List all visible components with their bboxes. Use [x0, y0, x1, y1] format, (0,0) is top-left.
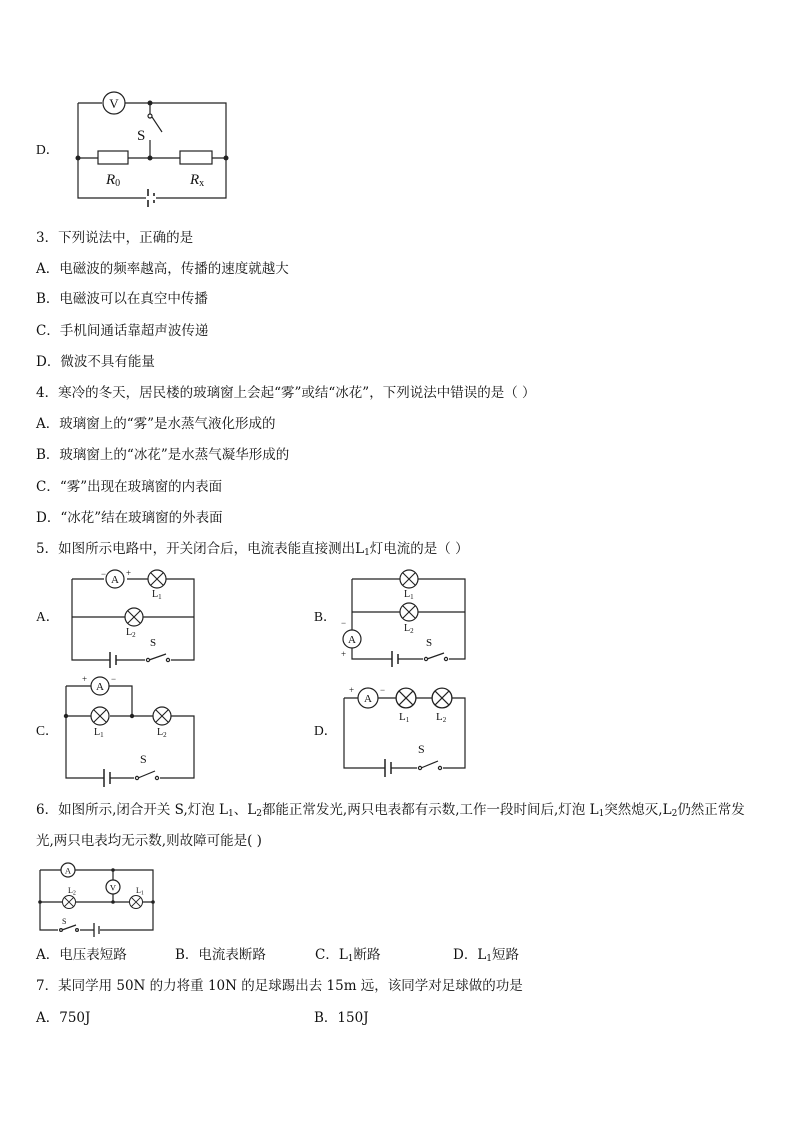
q4-option-a[interactable]: A．玻璃窗上的“雾”是水蒸气液化形成的 [36, 416, 276, 432]
svg-text:−: − [111, 674, 117, 684]
svg-text:S: S [418, 742, 425, 756]
q6-stem-line2: 光,两只电表均无示数,则故障可能是( ) [36, 833, 262, 849]
svg-text:V: V [109, 96, 119, 111]
svg-text:S: S [140, 752, 147, 766]
svg-text:A: A [96, 681, 104, 693]
svg-text:+: + [126, 568, 132, 578]
svg-text:S: S [62, 917, 67, 926]
q5-label-a[interactable]: A． [36, 609, 60, 624]
q3-option-a[interactable]: A．电磁波的频率越高，传播的速度就越大 [36, 261, 289, 277]
q3-stem: 3．下列说法中，正确的是 [36, 230, 194, 246]
q3-option-c[interactable]: C．手机间通话靠超声波传递 [36, 323, 209, 339]
q3-option-b[interactable]: B．电磁波可以在真空中传播 [36, 291, 208, 307]
q6-option-b[interactable]: B．电流表断路 [175, 947, 266, 963]
svg-text:V: V [109, 882, 117, 893]
svg-text:+: + [82, 674, 88, 684]
q5-label-d[interactable]: D． [314, 723, 338, 738]
svg-text:A: A [111, 574, 119, 586]
svg-text:A: A [64, 865, 72, 876]
q4-stem: 4．寒冷的冬天，居民楼的玻璃窗上会起“雾”或结“冰花”，下列说法中错误的是（ ） [36, 385, 536, 401]
q6-option-d[interactable]: D．$L_1$短路 [453, 947, 520, 964]
svg-text:L2: $L_2$ [404, 623, 414, 635]
q4-option-d[interactable]: D．“冰花”结在玻璃窗的外表面 [36, 510, 223, 526]
q3-option-d[interactable]: D．微波不具有能量 [36, 354, 155, 370]
svg-text:A: A [348, 634, 356, 646]
q2-option-d-label[interactable]: D． [36, 142, 60, 157]
q5-stem: 5．如图所示电路中，开关闭合后，电流表能直接测出$L_1$灯电流的是（ ） [36, 541, 469, 558]
svg-text:L1: L1 [136, 886, 144, 897]
svg-text:L2: L2 [68, 886, 76, 897]
svg-text:L1: L1 [399, 711, 410, 724]
svg-text:+: + [341, 649, 347, 659]
svg-text:L2: $L_2$ [126, 627, 136, 639]
q7-option-a[interactable]: A．750J [36, 1010, 91, 1026]
svg-text:A: A [364, 693, 372, 705]
svg-text:L1: $L_1$ [152, 589, 162, 601]
svg-text:−: − [341, 618, 347, 628]
q5-label-c[interactable]: C． [36, 723, 59, 738]
q5-label-b[interactable]: B． [314, 609, 337, 624]
q6-stem-line1: 6．如图所示,闭合开关 S,灯泡 $L_1$、$L_2$都能正常发光,两只电表都有示数,工作一段时间后,灯泡 $L_1$突然熄灭$,L_2$仍然正常发 [36, 802, 745, 819]
svg-text:L2: $L_2$ [157, 727, 167, 739]
svg-text:L1: $L_1$ [94, 727, 104, 739]
svg-text:−: − [101, 569, 107, 579]
svg-text:+: + [349, 685, 355, 695]
q6-option-c[interactable]: C．$L_1$断路 [315, 947, 381, 964]
q6-option-a[interactable]: A．电压表短路 [36, 947, 127, 963]
svg-text:L2: L2 [436, 711, 447, 724]
svg-text:L1: $L_1$ [404, 589, 414, 601]
svg-text:−: − [380, 685, 386, 695]
q4-option-b[interactable]: B．玻璃窗上的“冰花”是水蒸气凝华形成的 [36, 447, 290, 463]
svg-text:R0: R0 [106, 172, 121, 189]
svg-text:S: S [137, 128, 146, 144]
svg-text:S: S [150, 637, 157, 649]
q4-option-c[interactable]: C．“雾”出现在玻璃窗的内表面 [36, 479, 223, 495]
q7-stem: 7．某同学用 50N 的力将重 10N 的足球踢出去 15m 远，该同学对足球做的功是 [36, 978, 523, 994]
svg-text:S: S [426, 637, 433, 649]
svg-text:Rx: Rx [190, 172, 205, 189]
q7-option-b[interactable]: B．150J [314, 1010, 369, 1026]
